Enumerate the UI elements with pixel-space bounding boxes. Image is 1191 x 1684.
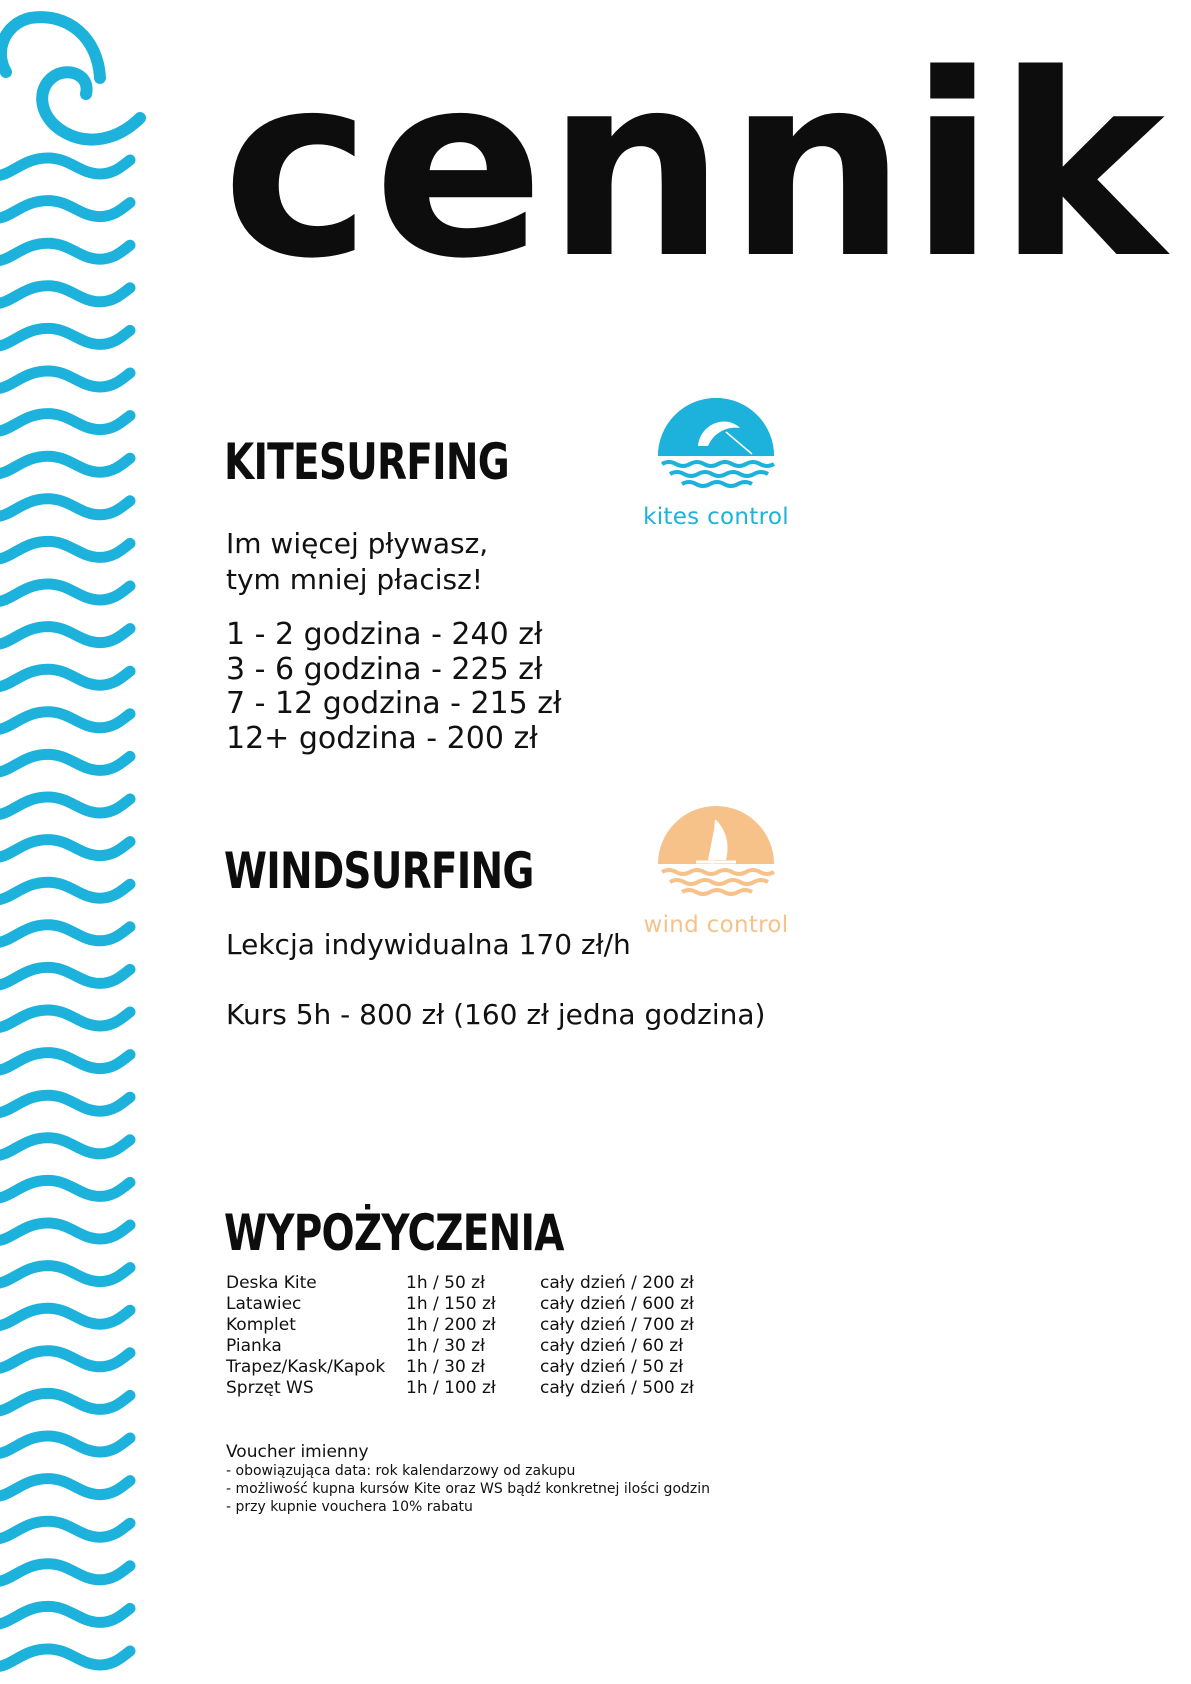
wave-icon	[0, 201, 130, 219]
windsurfing-course-price: Kurs 5h - 800 zł (160 zł jedna godzina)	[226, 998, 766, 1031]
curl-wave-icon	[1, 17, 100, 78]
voucher-title: Voucher imienny	[226, 1442, 369, 1462]
wave-icon	[0, 1053, 130, 1071]
rental-item-name: Deska Kite	[226, 1273, 317, 1293]
table-row	[226, 1273, 694, 1294]
wave-icon	[0, 882, 130, 900]
kite-sun-waves-icon	[656, 398, 776, 502]
wave-icon	[0, 1479, 130, 1497]
price-item: 1 - 2 godzina - 240 zł	[226, 617, 543, 652]
rental-hour-price: 1h / 30 zł	[406, 1336, 485, 1356]
voucher-condition: - przy kupnie vouchera 10% rabatu	[226, 1499, 473, 1515]
wave-icon	[0, 328, 130, 346]
rental-item-name: Sprzęt WS	[226, 1378, 314, 1398]
wave-icon	[0, 243, 130, 261]
rental-hour-price: 1h / 150 zł	[406, 1294, 496, 1314]
curl-wave-icon	[42, 72, 140, 139]
tagline-line: tym mniej płacisz!	[226, 563, 484, 596]
wave-icon	[0, 1138, 130, 1156]
wind-control-caption: wind control	[643, 912, 789, 938]
wave-icon	[0, 1010, 130, 1028]
price-item: 3 - 6 godzina - 225 zł	[226, 651, 543, 687]
voucher-condition: - obowiązująca data: rok kalendarzowy od zakupu	[226, 1463, 576, 1479]
windsurfing-heading: WINDSURFING	[224, 842, 534, 900]
wind-control-logo	[636, 806, 796, 938]
rental-day-price: cały dzień / 600 zł	[540, 1294, 694, 1314]
wave-icon	[0, 541, 130, 559]
wave-icon	[0, 1649, 130, 1667]
wave-icon	[0, 1393, 130, 1411]
windsurfing-lesson-price: Lekcja indywidualna 170 zł/h	[226, 928, 631, 961]
voucher-info	[226, 1442, 710, 1516]
wave-icon	[0, 158, 130, 176]
rental-day-price: cały dzień / 500 zł	[540, 1378, 694, 1398]
kitesurfing-price-list	[226, 618, 562, 756]
rental-hour-price: 1h / 30 zł	[406, 1357, 485, 1377]
price-item: 12+ godzina - 200 zł	[226, 720, 538, 756]
rental-item-name: Pianka	[226, 1336, 282, 1356]
wave-icon	[0, 1308, 130, 1326]
wave-icon	[0, 1521, 130, 1539]
rental-item-name: Komplet	[226, 1315, 296, 1335]
rental-hour-price: 1h / 100 zł	[406, 1378, 496, 1398]
wave-icon	[0, 1095, 130, 1113]
wave-icon	[0, 371, 130, 389]
wave-icon	[0, 712, 130, 730]
table-row	[226, 1315, 694, 1336]
wave-icon	[0, 669, 130, 687]
kitesurfing-heading: KITESURFING	[224, 433, 509, 491]
rental-day-price: cały dzień / 200 zł	[540, 1273, 694, 1293]
rental-day-price: cały dzień / 60 zł	[540, 1336, 684, 1356]
wave-icon	[0, 584, 130, 602]
table-row	[226, 1378, 694, 1399]
kites-control-caption: kites control	[643, 504, 789, 530]
wave-icon	[0, 414, 130, 432]
table-row	[226, 1294, 694, 1315]
wave-icon	[0, 925, 130, 943]
rental-item-name: Trapez/Kask/Kapok	[226, 1357, 386, 1377]
wave-icon	[0, 499, 130, 517]
rental-day-price: cały dzień / 50 zł	[540, 1357, 684, 1377]
rental-item-name: Latawiec	[226, 1294, 302, 1314]
wave-icon	[0, 797, 130, 815]
kites-control-logo	[636, 398, 796, 530]
rental-day-price: cały dzień / 700 zł	[540, 1315, 694, 1335]
wave-icon	[0, 1606, 130, 1624]
wave-icon	[0, 1223, 130, 1241]
wave-icon	[0, 1266, 130, 1284]
rental-hour-price: 1h / 200 zł	[406, 1315, 496, 1335]
windsurf-sun-waves-icon	[656, 806, 776, 910]
wave-icon	[0, 1351, 130, 1369]
wave-icon	[0, 456, 130, 474]
tagline-line: Im więcej pływasz,	[226, 527, 489, 560]
wave-icon	[0, 1564, 130, 1582]
rental-hour-price: 1h / 50 zł	[406, 1273, 485, 1293]
wave-icon	[0, 1436, 130, 1454]
wave-icon	[0, 627, 130, 645]
rentals-heading: WYPOŻYCZENIA	[224, 1204, 564, 1262]
wave-icon	[0, 1180, 130, 1198]
wave-pattern-decoration	[0, 0, 150, 1684]
wave-icon	[0, 286, 130, 304]
price-item: 7 - 12 godzina - 215 zł	[226, 686, 562, 721]
rentals-table	[226, 1273, 694, 1399]
wave-icon	[0, 754, 130, 772]
kitesurfing-tagline	[226, 526, 488, 598]
wave-icon	[0, 840, 130, 858]
table-row	[226, 1357, 694, 1378]
wave-icon	[0, 967, 130, 985]
page-title: cennik	[222, 21, 1168, 314]
table-row	[226, 1336, 694, 1357]
voucher-conditions	[226, 1462, 710, 1516]
voucher-condition: - możliwość kupna kursów Kite oraz WS bądź konkretnej ilości godzin	[226, 1481, 711, 1497]
